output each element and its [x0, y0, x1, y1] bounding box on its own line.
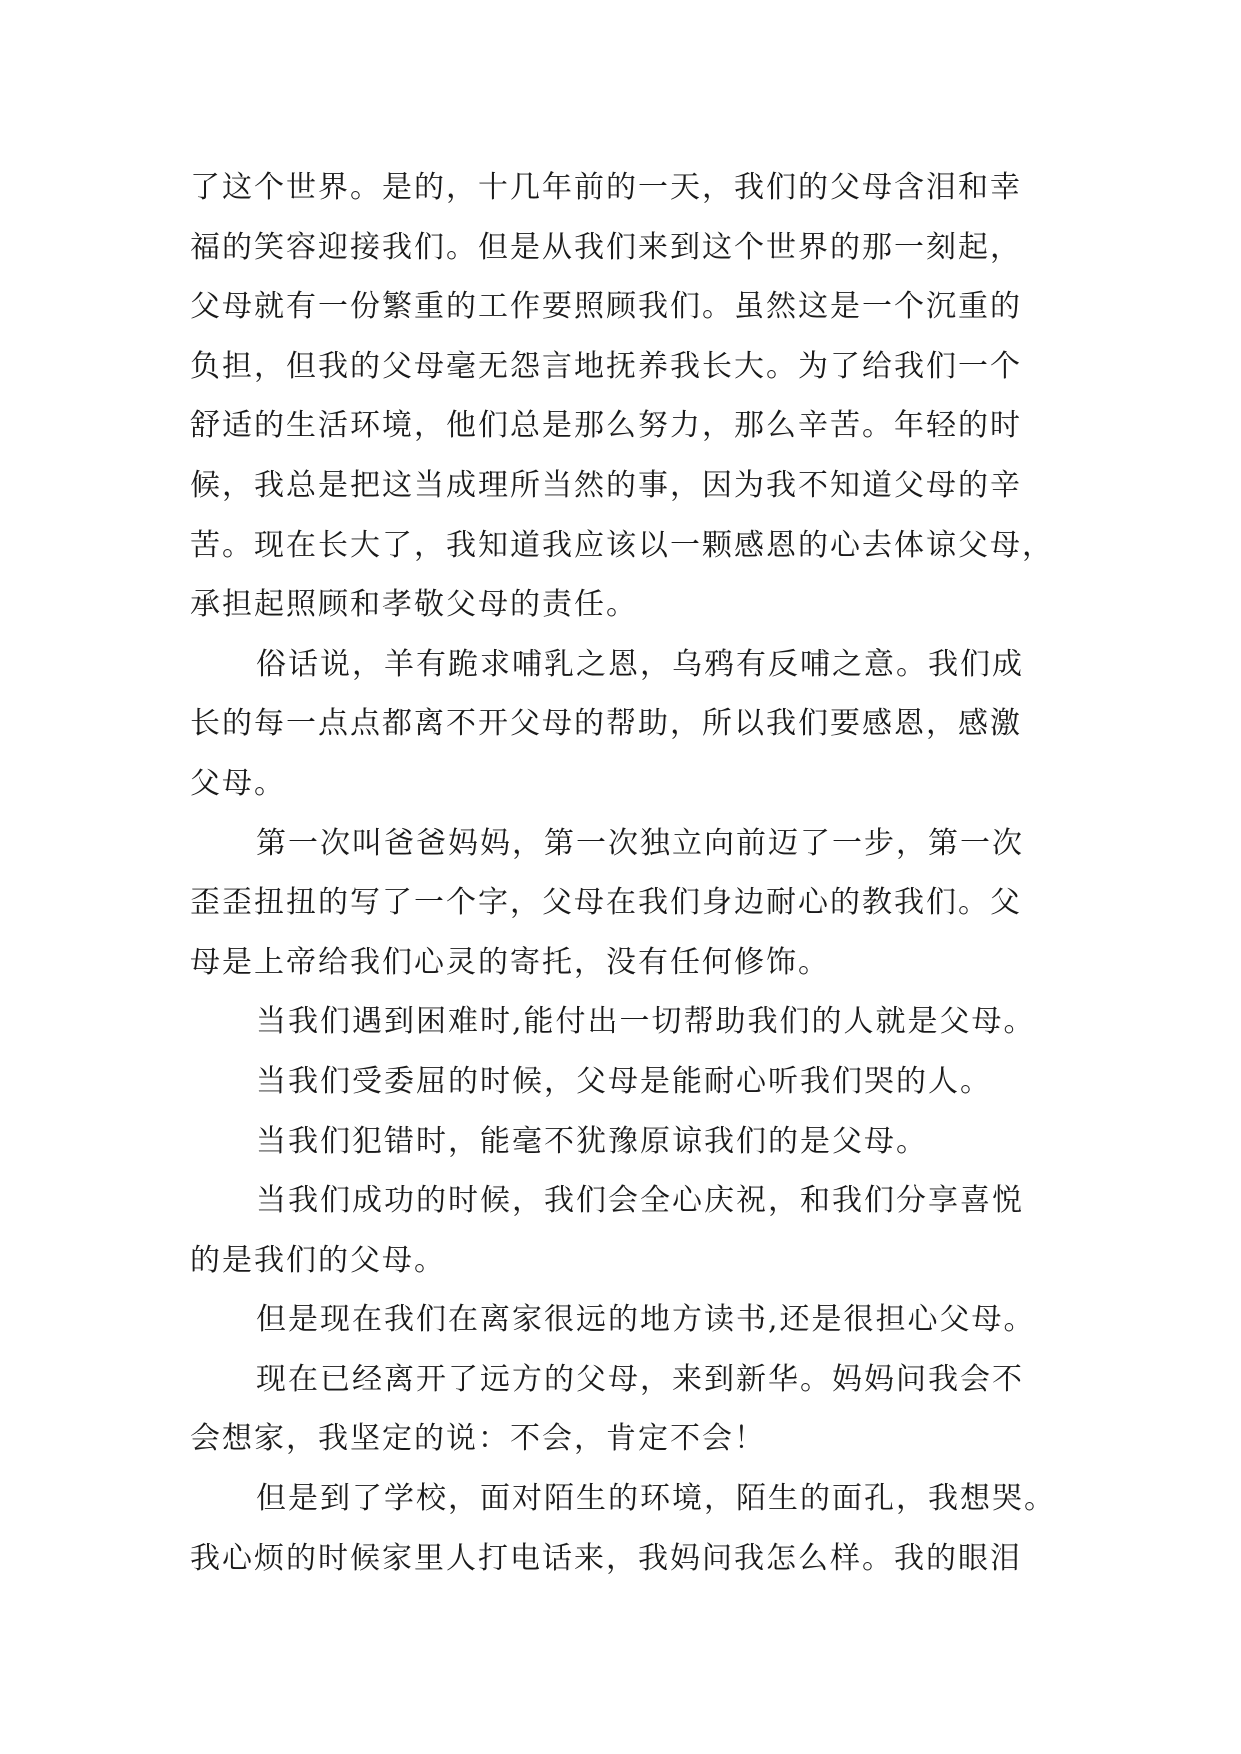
text-line: 母是上帝给我们心灵的寄托，没有任何修饰。 [190, 944, 830, 980]
paragraph-first-line: 但是到了学校，面对陌生的环境，陌生的面孔，我想哭。 [256, 1481, 1056, 1517]
text-line: 歪歪扭扭的写了一个字，父母在我们身边耐心的教我们。父 [190, 885, 1022, 921]
paragraph-first-line: 现在已经离开了远方的父母，来到新华。妈妈问我会不 [256, 1361, 1024, 1397]
paragraph-first-line: 但是现在我们在离家很远的地方读书,还是很担心父母。 [256, 1302, 1036, 1338]
text-line: 的是我们的父母。 [190, 1242, 446, 1278]
paragraph-first-line: 当我们犯错时，能毫不犹豫原谅我们的是父母。 [256, 1123, 928, 1159]
text-line: 我心烦的时候家里人打电话来，我妈问我怎么样。我的眼泪 [190, 1540, 1022, 1576]
paragraph-first-line: 当我们遇到困难时,能付出一切帮助我们的人就是父母。 [256, 1004, 1036, 1040]
text-line: 候，我总是把这当成理所当然的事，因为我不知道父母的辛 [190, 467, 1022, 503]
text-line: 父母。 [190, 765, 286, 801]
text-line: 舒适的生活环境，他们总是那么努力，那么辛苦。年轻的时 [190, 408, 1022, 444]
text-line: 苦。现在长大了，我知道我应该以一颗感恩的心去体谅父母， [190, 527, 1054, 563]
text-line: 福的笑容迎接我们。但是从我们来到这个世界的那一刻起， [190, 229, 1022, 265]
text-line: 了这个世界。是的，十几年前的一天，我们的父母含泪和幸 [190, 170, 1022, 205]
paragraph-first-line: 当我们受委屈的时候，父母是能耐心听我们哭的人。 [256, 1063, 992, 1099]
text-line: 父母就有一份繁重的工作要照顾我们。虽然这是一个沉重的 [190, 289, 1022, 325]
text-line: 长的每一点点都离不开父母的帮助，所以我们要感恩，感激 [190, 706, 1022, 742]
text-line: 承担起照顾和孝敬父母的责任。 [190, 587, 638, 623]
paragraph-first-line: 第一次叫爸爸妈妈，第一次独立向前迈了一步，第一次 [256, 825, 1024, 861]
paragraph-first-line: 俗话说，羊有跪求哺乳之恩，乌鸦有反哺之意。我们成 [256, 646, 1024, 682]
text-line: 会想家，我坚定的说：不会，肯定不会！ [190, 1421, 766, 1457]
essay-body [190, 158, 1070, 1588]
paragraph-first-line: 当我们成功的时候，我们会全心庆祝，和我们分享喜悦 [256, 1183, 1024, 1219]
text-line: 负担，但我的父母毫无怨言地抚养我长大。为了给我们一个 [190, 348, 1022, 384]
